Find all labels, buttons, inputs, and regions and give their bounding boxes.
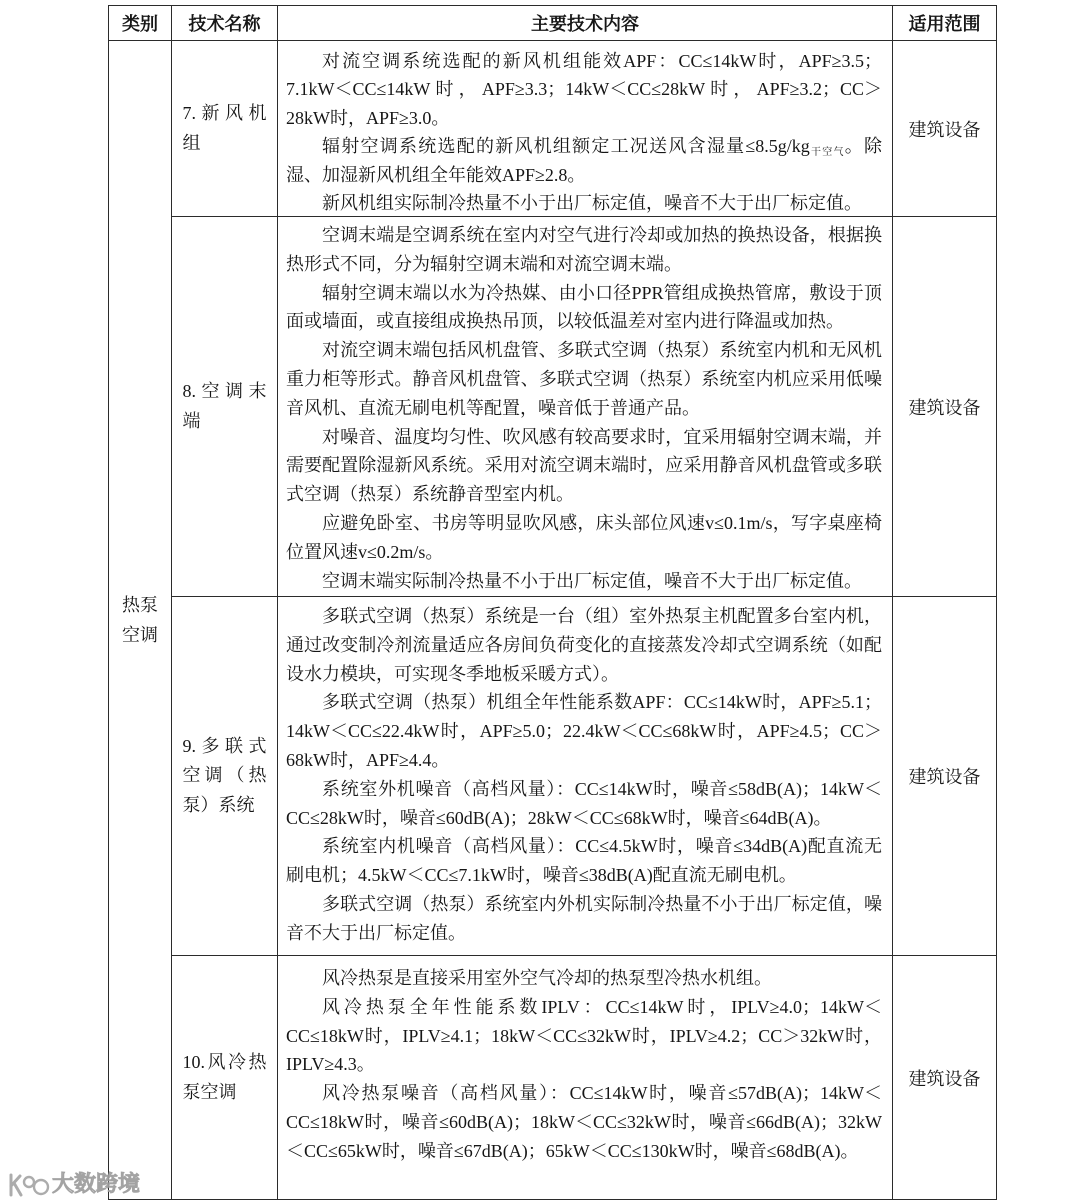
watermark-text: 大数跨境 bbox=[52, 1172, 141, 1197]
tech-name: 10.风冷热泵空调 bbox=[182, 1052, 267, 1102]
scope-cell bbox=[893, 956, 996, 1199]
content-paragraph: 风冷热泵噪音（高档风量）：CC≤14kW时，噪音≤57dB(A)；14kW＜CC≤18kW时，噪音≤60dB(A)；18kW＜CC≤32kW时，噪音≤66dB(A)；32kW＜CC≤65kW时，噪音≤67dB(A)；65kW＜CC≤130kW时，噪音≤68dB(A)。 bbox=[286, 1083, 882, 1161]
watermark bbox=[6, 1170, 140, 1200]
tech-name-cell bbox=[172, 597, 277, 955]
header-scope: 适用范围 bbox=[893, 6, 996, 40]
watermark-logo-icon bbox=[6, 1171, 50, 1199]
subscript-text: 干空气 bbox=[809, 147, 845, 159]
scope-cell bbox=[893, 217, 996, 596]
scope-label: 建筑设备 bbox=[908, 397, 981, 418]
tech-content-cell bbox=[278, 956, 892, 1199]
content-paragraph: 对流空调系统选配的新风机组能效APF：CC≤14kW时，APF≥3.5；7.1kW＜CC≤14kW时，APF≥3.3；14kW＜CC≤28kW时，APF≥3.2；CC＞28kW时，APF≥3.0。 bbox=[286, 51, 882, 128]
category-label: 热泵空调 bbox=[122, 595, 158, 645]
content-paragraph: 对流空调末端包括风机盘管、多联式空调（热泵）系统室内机和无风机重力柜等形式。静音风机盘管、多联式空调（热泵）系统室内机应采用低噪音风机、直流无刷电机等配置，噪音低于普通产品。 bbox=[286, 340, 882, 418]
content-paragraph bbox=[286, 132, 882, 189]
tech-name: 7.新风机组 bbox=[182, 103, 267, 153]
header-tech-name: 技术名称 bbox=[172, 6, 277, 40]
tech-name: 9.多联式空调（热泵）系统 bbox=[182, 735, 267, 815]
content-paragraph: 多联式空调（热泵）机组全年性能系数APF：CC≤14kW时，APF≥5.1；14kW＜CC≤22.4kW时，APF≥5.0；22.4kW＜CC≤68kW时，APF≥4.5；CC＞68kW时，APF≥4.4。 bbox=[286, 692, 882, 770]
content-paragraph: 风冷热泵是直接采用室外空气冷却的热泵型冷热水机组。 bbox=[322, 968, 772, 988]
tech-content-cell bbox=[278, 597, 892, 955]
tech-name: 8.空调末端 bbox=[182, 381, 267, 431]
tech-content-cell bbox=[278, 41, 892, 216]
content-paragraph: 辐射空调末端以水为冷热媒、由小口径PPR管组成换热管席，敷设于顶面或墙面，或直接组成换热吊顶，以较低温差对室内进行降温或加热。 bbox=[286, 282, 882, 332]
content-paragraph: 空调末端是空调系统在室内对空气进行冷却或加热的换热设备，根据换热形式不同，分为辐射空调末端和对流空调末端。 bbox=[286, 225, 882, 274]
content-paragraph: 空调末端实际制冷热量不小于出厂标定值，噪音不大于出厂标定值。 bbox=[322, 570, 862, 591]
tech-name-cell bbox=[172, 217, 277, 596]
content-paragraph: 对噪音、温度均匀性、吹风感有较高要求时，宜采用辐射空调末端，并需要配置除湿新风系统。采用对流空调末端时，应采用静音风机盘管或多联式空调（热泵）系统静音型室内机。 bbox=[286, 426, 882, 505]
scope-label: 建筑设备 bbox=[908, 1068, 981, 1089]
tech-name-cell bbox=[172, 956, 277, 1199]
tech-content-cell bbox=[278, 217, 892, 596]
scope-label: 建筑设备 bbox=[908, 767, 981, 787]
header-main-content: 主要技术内容 bbox=[278, 6, 892, 40]
content-paragraph: 多联式空调（热泵）系统是一台（组）室外热泵主机配置多台室内机，通过改变制冷剂流量适应各房间负荷变化的直接蒸发冷却式空调系统（如配设水力模块，可实现冬季地板采暖方式）。 bbox=[286, 606, 882, 684]
content-paragraph: 应避免卧室、书房等明显吹风感，床头部位风速v≤0.1m/s，写字桌座椅位置风速v≤0.2m/s。 bbox=[286, 512, 882, 562]
tech-table bbox=[108, 5, 997, 1200]
scope-cell bbox=[893, 597, 996, 955]
paragraph-text: 辐射空调系统选配的新风机组额定工况送风含湿量≤8.5g/kg bbox=[322, 136, 810, 157]
content-paragraph: 新风机组实际制冷热量不小于出厂标定值，噪音不大于出厂标定值。 bbox=[322, 193, 862, 214]
tech-name-cell bbox=[172, 41, 277, 216]
category-cell bbox=[109, 41, 171, 1199]
header-category: 类别 bbox=[109, 6, 171, 40]
content-paragraph: 系统室内机噪音（高档风量）：CC≤4.5kW时，噪音≤34dB(A)配直流无刷电机；4.5kW＜CC≤7.1kW时，噪音≤38dB(A)配直流无刷电机。 bbox=[286, 836, 882, 886]
scope-cell bbox=[893, 41, 996, 216]
scope-label: 建筑设备 bbox=[908, 119, 981, 140]
content-paragraph: 系统室外机噪音（高档风量）：CC≤14kW时，噪音≤58dB(A)；14kW＜CC≤28kW时，噪音≤60dB(A)；28kW＜CC≤68kW时，噪音≤64dB(A)。 bbox=[286, 778, 882, 828]
paragraph-text: 。除湿、加湿新风机组全年能效APF≥2.8。 bbox=[286, 136, 882, 185]
content-paragraph: 多联式空调（热泵）系统室内外机实际制冷热量不小于出厂标定值，噪音不大于出厂标定值。 bbox=[286, 893, 882, 943]
content-paragraph: 风冷热泵全年性能系数IPLV：CC≤14kW时，IPLV≥4.0；14kW＜CC≤18kW时，IPLV≥4.1；18kW＜CC≤32kW时，IPLV≥4.2；CC＞32kW时，IPLV≥4.3。 bbox=[286, 996, 882, 1075]
